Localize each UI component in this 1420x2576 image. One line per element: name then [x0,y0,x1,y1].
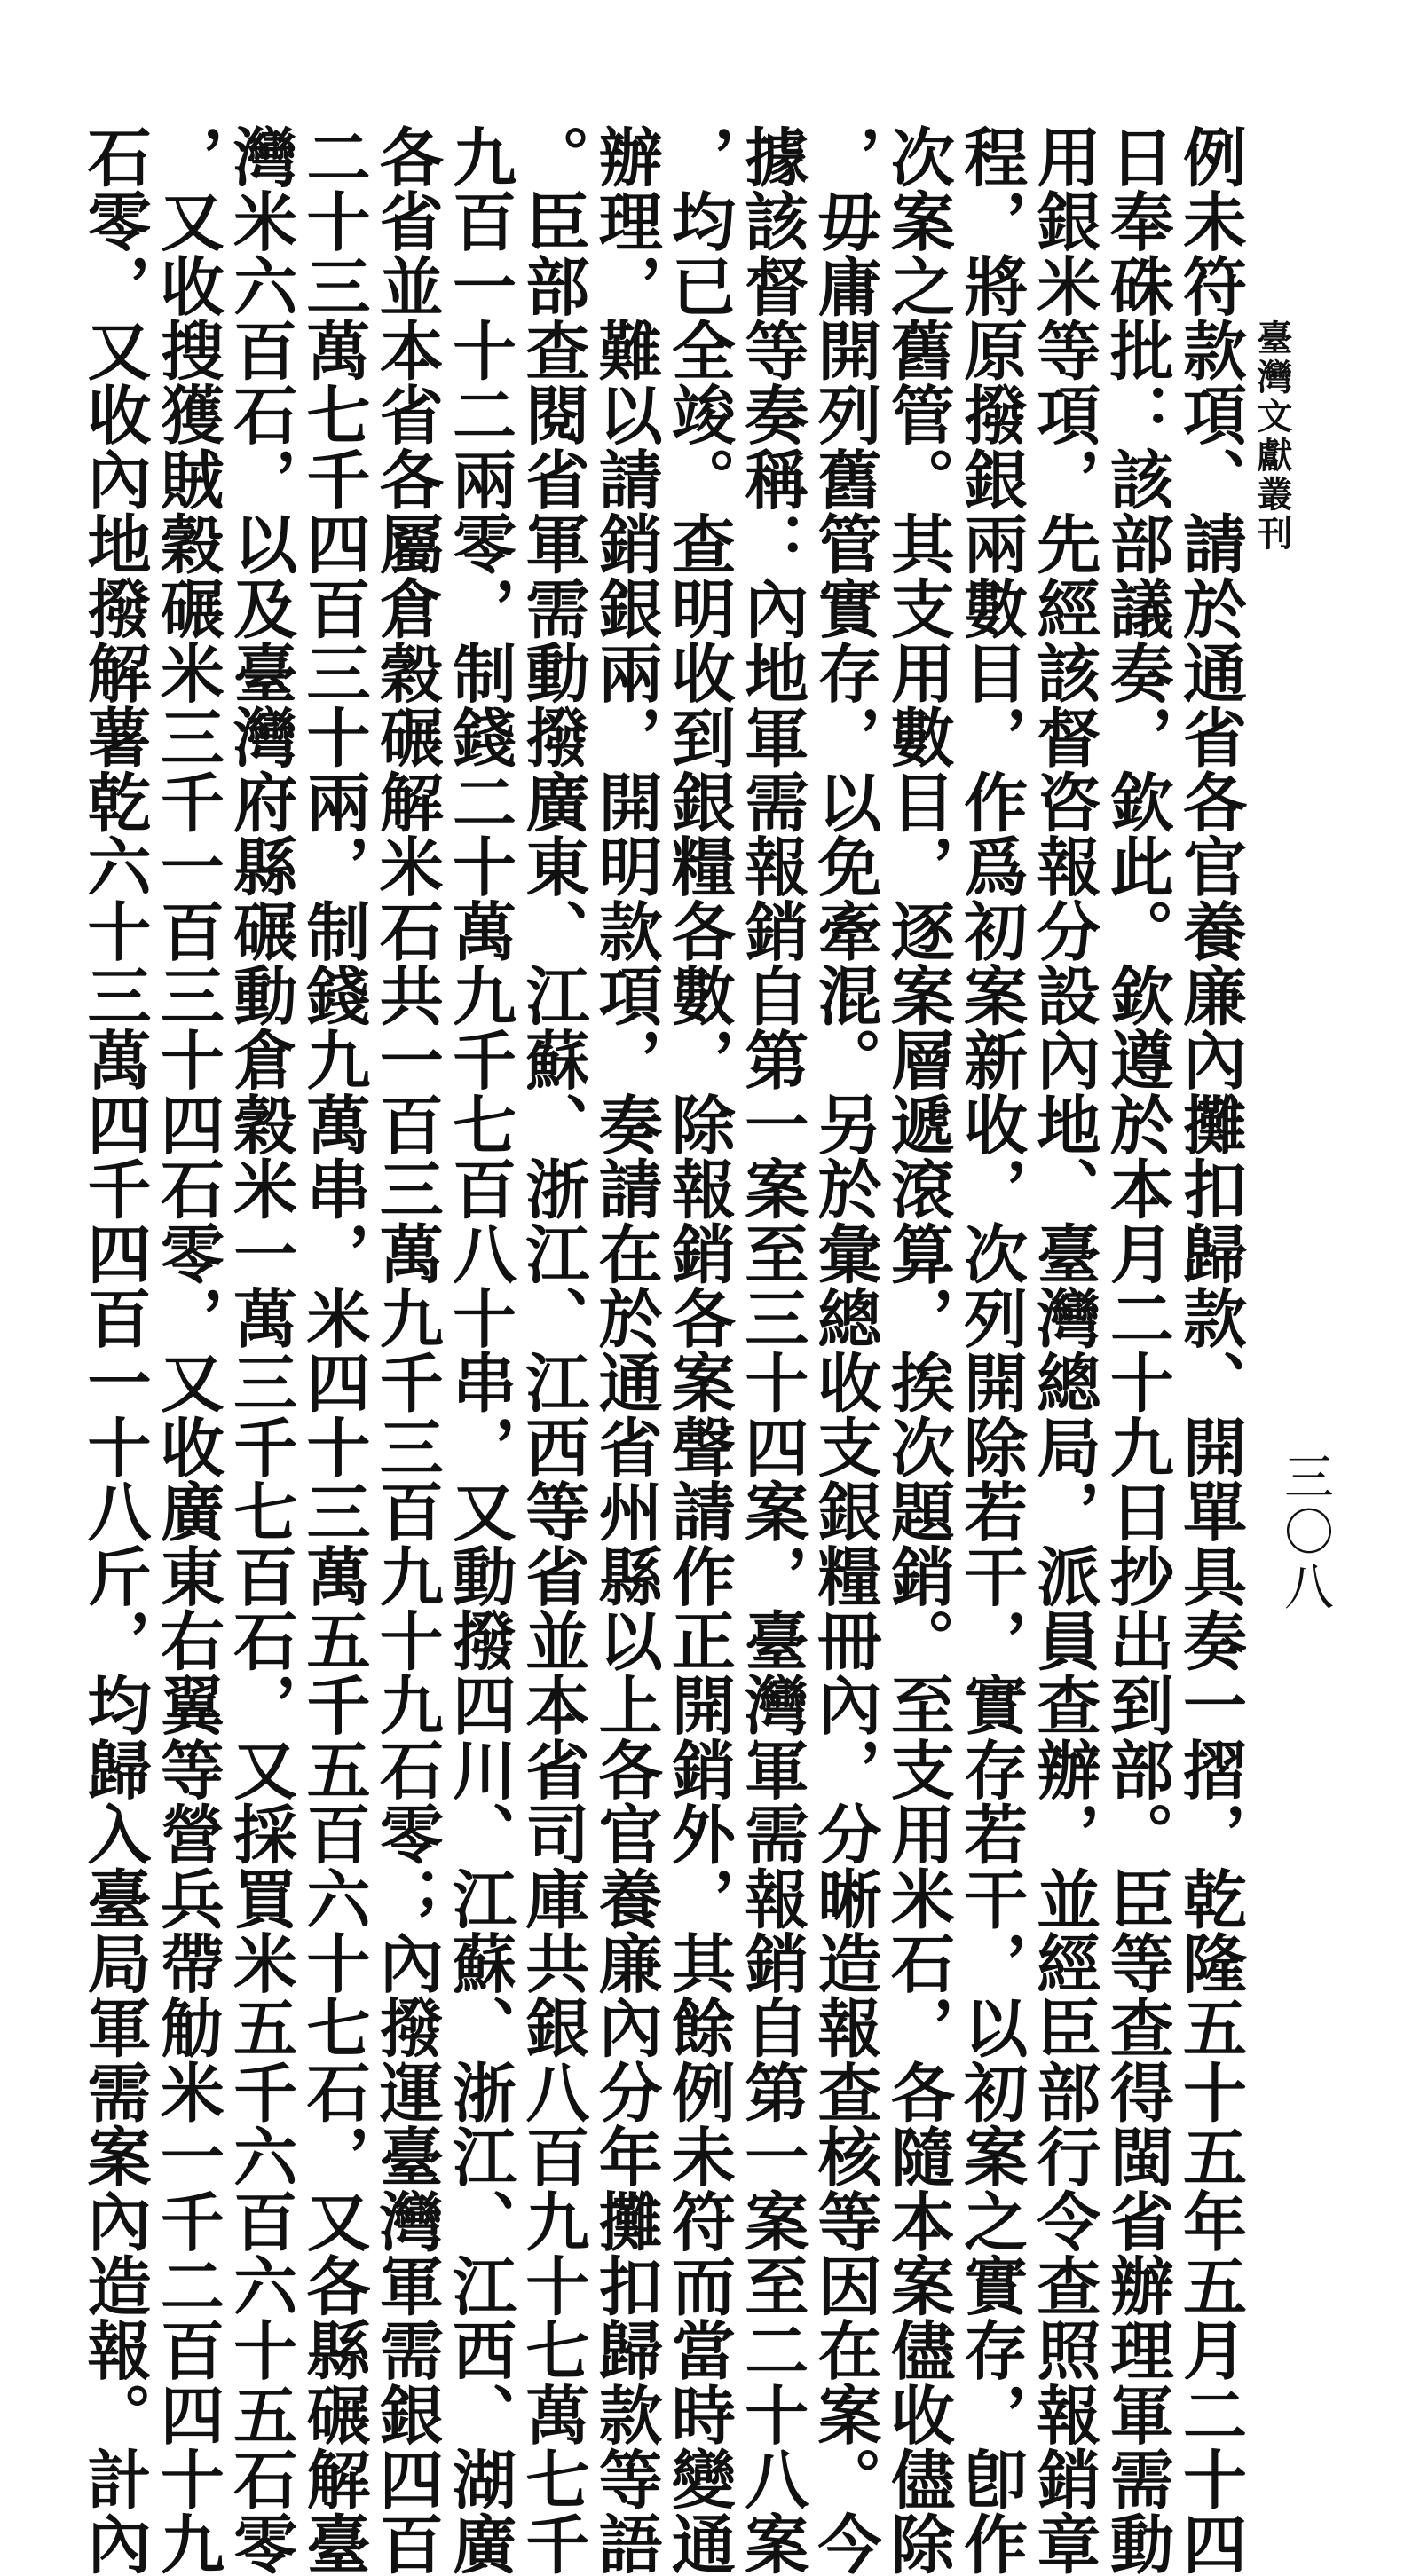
text-line: 石零，又收內地撥解薯乾六十三萬四千四百一十八斤，均歸入臺局軍需案內造報。計內 [76,124,153,2576]
text-line: 次案之舊管。其支用數目，逐案層遞滾算，挨次題銷。至支用米石，各隨本案儘收儘除 [880,124,956,2576]
text-line: 據該督等奏稱：內地軍需報銷自第一案至三十四案，臺灣軍需報銷自第一案至二十八案 [734,124,810,2576]
running-title: 臺灣文獻叢刊 [1251,319,1293,554]
text-line: 九百一十二兩零，制錢二十萬九千七百八十串，又動撥四川、江蘇、浙江、江西、湖廣 [442,124,518,2576]
text-line: 二十三萬七千四百三十兩，制錢九萬串，米四十三萬五千五百六十七石，又各縣碾解臺 [296,124,372,2576]
text-line: 用銀米等項，先經該督咨報分設內地、臺灣總局，派員查辦，並經臣部行令查照報銷章 [1026,124,1102,2576]
body-text [76,124,1248,2576]
text-line: 辦理，難以請銷銀兩，開明款項，奏請在於通省州縣以上各官養廉內分年攤扣歸款等語 [588,124,664,2576]
page-number: 三〇八 [1276,1451,1334,1616]
text-line: 例未符款項、請於通省各官養廉內攤扣歸款、開單具奏一摺，乾隆五十五年五月二十四 [1172,124,1248,2576]
text-line: ，毋庸開列舊管實存，以免牽混。另於彙總收支銀糧冊內，分晰造報查核等因在案。今 [807,124,883,2576]
text-line: 灣米六百石，以及臺灣府縣碾動倉穀米一萬三千七百石，又採買米五千六百六十五石零 [223,124,299,2576]
text-line: 日奉硃批：該部議奏，欽此。欽遵於本月二十九日抄出到部。臣等查得閩省辦理軍需動 [1099,124,1175,2576]
text-line: ，均已全竣。查明收到銀糧各數，除報銷各案聲請作正開銷外，其餘例未符而當時變通 [660,124,737,2576]
text-line: 各省並本省各屬倉穀碾解米石共一百三萬九千三百九十九石零；內撥運臺灣軍需銀四百 [368,124,445,2576]
text-line: 。臣部查閱省軍需動撥廣東、江蘇、浙江、江西等省並本省司庫共銀八百九十七萬七千 [515,124,591,2576]
text-line: ，又收搜獲賊穀碾米三千一百三十四石零，又收廣東右翼等營兵帶觔米一千二百四十九 [149,124,225,2576]
text-line: 程，將原撥銀兩數目，作爲初案新收，次列開除若干，實存若干，以初案之實存，卽作 [953,124,1030,2576]
